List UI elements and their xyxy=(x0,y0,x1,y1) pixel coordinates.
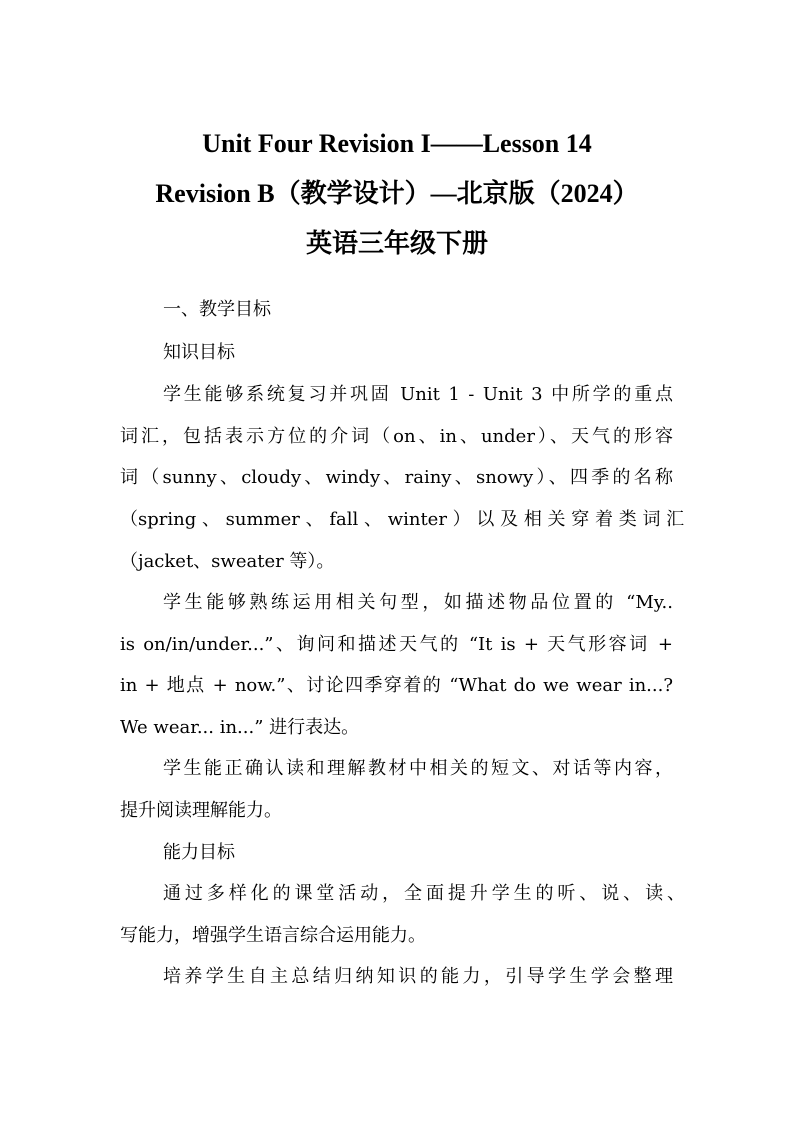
title-line-3: 英语三年级下册 xyxy=(305,229,488,258)
paragraph-line: 词（sunny、cloudy、windy、rainy、snowy）、四季的名称 xyxy=(120,467,673,488)
title-line-1: Unit Four Revision I——Lesson 14 xyxy=(202,129,592,158)
paragraph-line: 提升阅读理解能力。 xyxy=(120,800,282,821)
subheading-ability-objectives: 能力目标 xyxy=(163,842,235,863)
paragraph-line: 通过多样化的课堂活动，全面提升学生的听、说、读、 xyxy=(163,883,685,904)
paragraph-line: in + 地点 + now.”、讨论四季穿着的 “What do we wear in...? xyxy=(120,675,673,696)
paragraph-line: 学生能够熟练运用相关句型，如描述物品位置的 “My.. xyxy=(163,592,673,613)
paragraph-line: （spring 、 summer 、 fall 、 winter ） 以 及 相 关 穿 着 类 词 汇 xyxy=(120,509,685,530)
paragraph-line: 写能力，增强学生语言综合运用能力。 xyxy=(120,925,426,946)
paragraph-line: （jacket、sweater 等）。 xyxy=(120,551,335,572)
paragraph-line: 学生能够系统复习并巩固 Unit 1 - Unit 3 中所学的重点 xyxy=(163,384,673,405)
subheading-knowledge-objectives: 知识目标 xyxy=(163,342,235,363)
paragraph-line: 词汇，包括表示方位的介词（on、in、under）、天气的形容 xyxy=(120,426,673,447)
paragraph-line: 培养学生自主总结归纳知识的能力，引导学生学会整理 xyxy=(163,966,673,987)
paragraph-line: 学生能正确认读和理解教材中相关的短文、对话等内容， xyxy=(163,758,673,779)
title-line-2: Revision B（教学设计）—北京版（2024） xyxy=(155,179,639,208)
paragraph-line: is on/in/under...”、询问和描述天气的 “It is + 天气形容词 + xyxy=(120,634,673,655)
paragraph-line: We wear... in...” 进行表达。 xyxy=(120,717,360,738)
section-heading-teaching-objectives: 一、教学目标 xyxy=(163,299,271,320)
